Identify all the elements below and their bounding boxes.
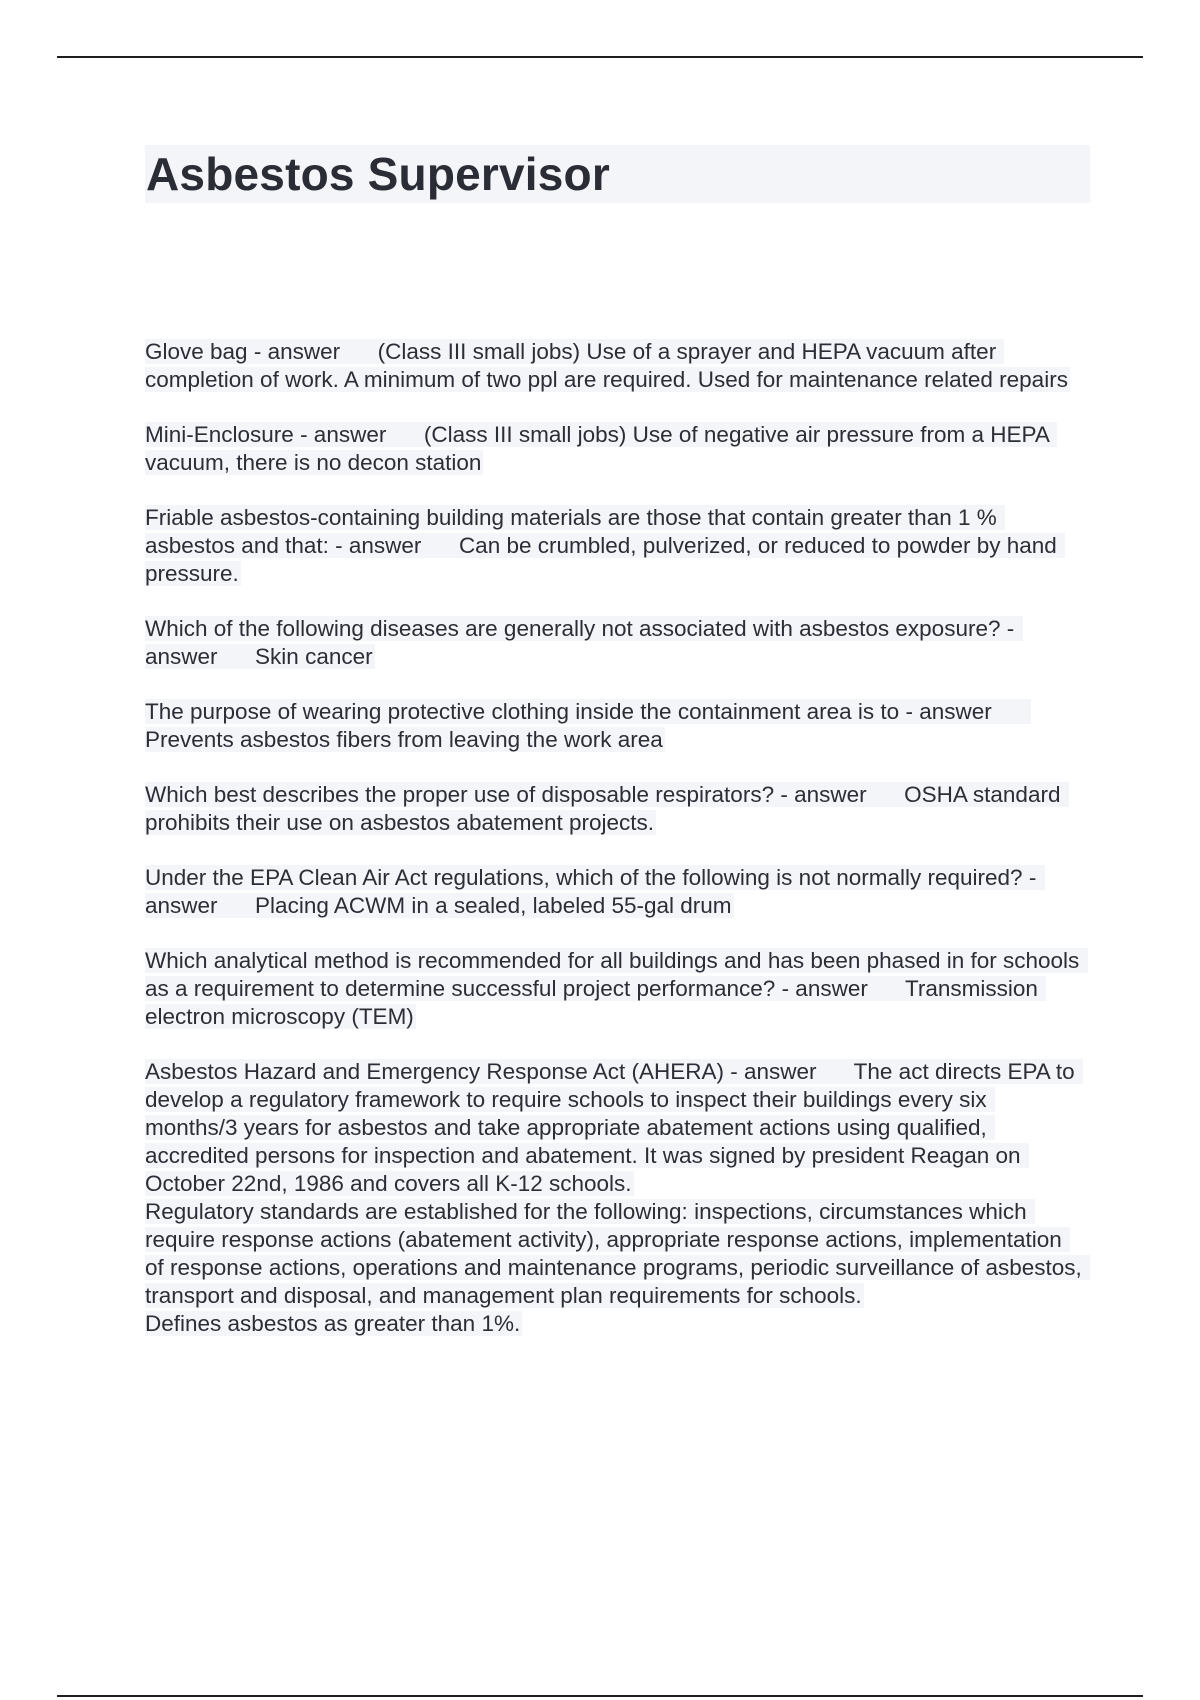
answer-text: The act directs EPA to develop a regulatory framework to require schools to inspect their buildings every six months/3 years for asbestos and take appropriate abatement actions using qualified, accredited persons for inspection and abatement. It was signed by president Reagan on October 22nd, 1986 and covers all K-12 schools.: [145, 1059, 1081, 1196]
qa-item: [145, 338, 1085, 394]
answer-separator: - answer: [293, 422, 424, 447]
question-text: Mini-Enclosure: [145, 422, 294, 447]
page-title: Asbestos Supervisor: [146, 148, 610, 200]
top-rule: [57, 56, 1143, 58]
answer-text-continued: Regulatory standards are established for the following: inspections, circumstances which require response actions (abatement activity), appropriate response actions, implementation of response actions, operations and maintenance programs, periodic surveillance of asbestos, transport and disposal, and management plan requirements for schools.: [145, 1199, 1089, 1308]
answer-separator: - answer: [145, 616, 1021, 669]
bottom-rule: [57, 1695, 1143, 1697]
answer-text: (Class III small jobs) Use of negative air pressure from a HEPA vacuum, there is no decon station: [145, 422, 1055, 475]
answer-separator: - answer: [899, 699, 1030, 724]
answer-text: Transmission electron microscopy (TEM): [145, 976, 1045, 1029]
qa-item: [145, 864, 1085, 920]
answer-separator: - answer: [145, 865, 1043, 918]
answer-text: Placing ACWM in a sealed, labeled 55-gal drum: [255, 893, 732, 918]
qa-item: [145, 615, 1085, 671]
question-text: Which of the following diseases are generally not associated with asbestos exposure?: [145, 616, 1001, 641]
answer-separator: - answer: [775, 976, 905, 1001]
question-text: Friable asbestos-containing building materials are those that contain greater than 1 % asbestos and that:: [145, 505, 1004, 558]
question-text: Under the EPA Clean Air Act regulations, which of the following is not normally required?: [145, 865, 1023, 890]
question-text: Glove bag: [145, 339, 248, 364]
question-text: The purpose of wearing protective clothing inside the containment area is to: [145, 699, 900, 724]
answer-text: (Class III small jobs) Use of a sprayer and HEPA vacuum after completion of work. A minimum of two ppl are required. Used for maintenance related repairs: [145, 339, 1068, 392]
answer-text-continued: Defines asbestos as greater than 1%.: [145, 1311, 521, 1336]
answer-text: OSHA standard prohibits their use on asbestos abatement projects.: [145, 782, 1067, 835]
qa-item: [145, 421, 1085, 477]
qa-list: [145, 338, 1089, 1365]
question-text: Which best describes the proper use of disposable respirators?: [145, 782, 775, 807]
qa-item: [145, 781, 1085, 837]
qa-item: [145, 698, 1085, 754]
qa-item: [145, 947, 1085, 1031]
question-text: Asbestos Hazard and Emergency Response Act (AHERA): [145, 1059, 725, 1084]
answer-separator: - answer: [724, 1059, 854, 1084]
answer-separator: - answer: [774, 782, 905, 807]
qa-item: [145, 504, 1085, 588]
answer-text: Skin cancer: [255, 644, 373, 669]
answer-text: Can be crumbled, pulverized, or reduced to powder by hand pressure.: [145, 533, 1064, 586]
answer-separator: - answer: [247, 339, 378, 364]
answer-text: Prevents asbestos fibers from leaving the work area: [145, 727, 663, 752]
question-text: Which analytical method is recommended for all buildings and has been phased in for schools as a requirement to determine successful project performance?: [145, 948, 1086, 1001]
qa-item-ahera: [145, 1058, 1089, 1338]
answer-separator: - answer: [328, 533, 459, 558]
